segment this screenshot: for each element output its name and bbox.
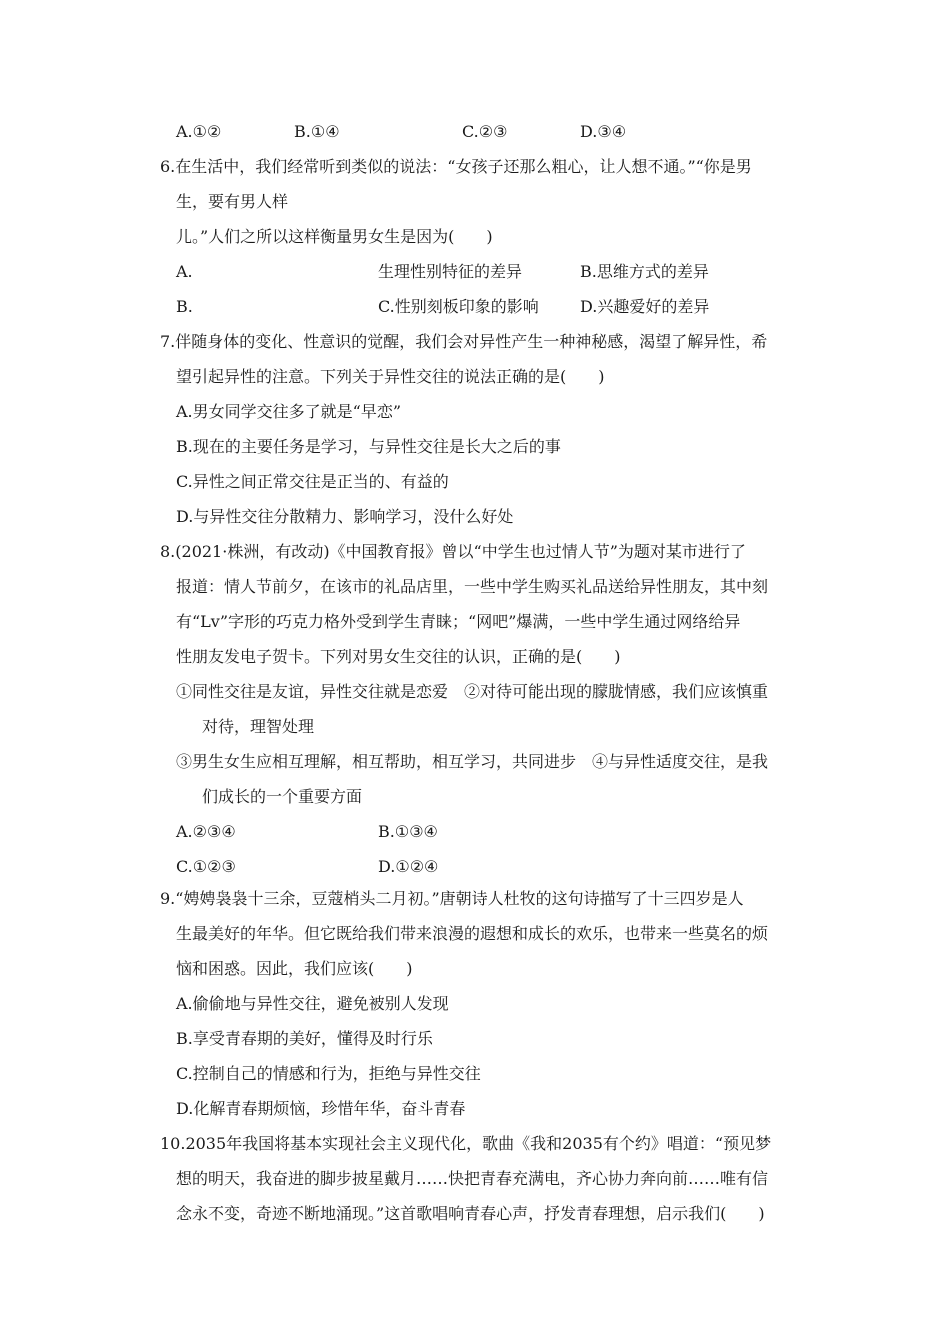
question-6-stem-line-1: 6.在生活中，我们经常听到类似的说法：“女孩子还那么粗心，让人想不通。”“你是男 [160,157,752,176]
option-b-label[interactable]: B. [176,297,193,316]
option-b[interactable]: B.思维方式的差异 [580,262,709,281]
question-8-stem-line-2: 报道：情人节前夕，在该市的礼品店里，一些中学生购买礼品送给异性朋友，其中刻 [176,577,769,596]
option-c[interactable]: C.②③ [462,122,508,141]
option-b[interactable]: B.①③④ [378,822,438,841]
question-10-stem-line-2: 想的明天，我奋进的脚步披星戴月……快把青春充满电，齐心协力奔向前……唯有信 [176,1169,769,1188]
option-d[interactable]: D.兴趣爱好的差异 [580,297,710,316]
option-a-label[interactable]: A. [176,262,193,281]
question-8-stem-line-4: 性朋友发电子贺卡。下列对男女生交往的认识，正确的是( ) [176,647,621,666]
option-c[interactable]: C.异性之间正常交往是正当的、有益的 [176,472,449,491]
option-a[interactable]: A.②③④ [176,822,236,841]
option-a[interactable]: A.男女同学交往多了就是“早恋” [176,402,402,421]
option-b[interactable]: B.①④ [294,122,340,141]
question-7-stem-line-1: 7.伴随身体的变化、性意识的觉醒，我们会对异性产生一种神秘感，渴望了解异性，希 [160,332,768,351]
option-c[interactable]: C.性别刻板印象的影响 [378,297,539,316]
option-d[interactable]: D.与异性交往分散精力、影响学习，没什么好处 [176,507,514,526]
question-9-stem-line-3: 恼和困惑。因此，我们应该( ) [176,959,413,978]
option-a[interactable]: A.①② [176,122,222,141]
option-b[interactable]: B.现在的主要任务是学习，与异性交往是长大之后的事 [176,437,561,456]
question-6-stem-line-2: 生，要有男人样 [176,192,289,211]
option-d[interactable]: D.③④ [580,122,627,141]
option-c[interactable]: C.①②③ [176,857,236,876]
question-10-stem-line-1: 10.2035年我国将基本实现社会主义现代化，歌曲《我和2035有个约》唱道：“预见梦 [160,1134,772,1153]
option-d[interactable]: D.①②④ [378,857,439,876]
statement-line-2: 对待，理智处理 [202,717,315,736]
option-b[interactable]: B.享受青春期的美好，懂得及时行乐 [176,1029,433,1048]
question-9-stem-line-2: 生最美好的年华。但它既给我们带来浪漫的遐想和成长的欢乐，也带来一些莫名的烦 [176,924,769,943]
option-a[interactable]: A.偷偷地与异性交往，避免被别人发现 [176,994,449,1013]
question-6-stem-line-3: 儿。”人们之所以这样衡量男女生是因为( ) [176,227,493,246]
statement-line-3: ③男生女生应相互理解，相互帮助，相互学习，共同进步 ④与异性适度交往，是我 [176,752,769,771]
question-8-stem-line-3: 有“Lv”字形的巧克力格外受到学生青睐；“网吧”爆满，一些中学生通过网络给异 [176,612,741,631]
question-8-stem-line-1: 8.(2021·株洲，有改动)《中国教育报》曾以“中学生也过情人节”为题对某市进行了 [160,542,746,561]
statement-line-1: ①同性交往是友谊，异性交往就是恋爱 ②对待可能出现的朦胧情感，我们应该慎重 [176,682,769,701]
option-a-text[interactable]: 生理性别特征的差异 [378,262,523,281]
question-9-stem-line-1: 9.“娉娉袅袅十三余，豆蔻梢头二月初。”唐朝诗人杜牧的这句诗描写了十三四岁是人 [160,889,744,908]
question-7-stem-line-2: 望引起异性的注意。下列关于异性交往的说法正确的是( ) [176,367,605,386]
option-d[interactable]: D.化解青春期烦恼，珍惜年华，奋斗青春 [176,1099,466,1118]
question-10-stem-line-3: 念永不变，奇迹不断地涌现。”这首歌唱响青春心声，抒发青春理想，启示我们( ) [176,1204,765,1223]
statement-line-4: 们成长的一个重要方面 [202,787,363,806]
option-c[interactable]: C.控制自己的情感和行为，拒绝与异性交往 [176,1064,481,1083]
